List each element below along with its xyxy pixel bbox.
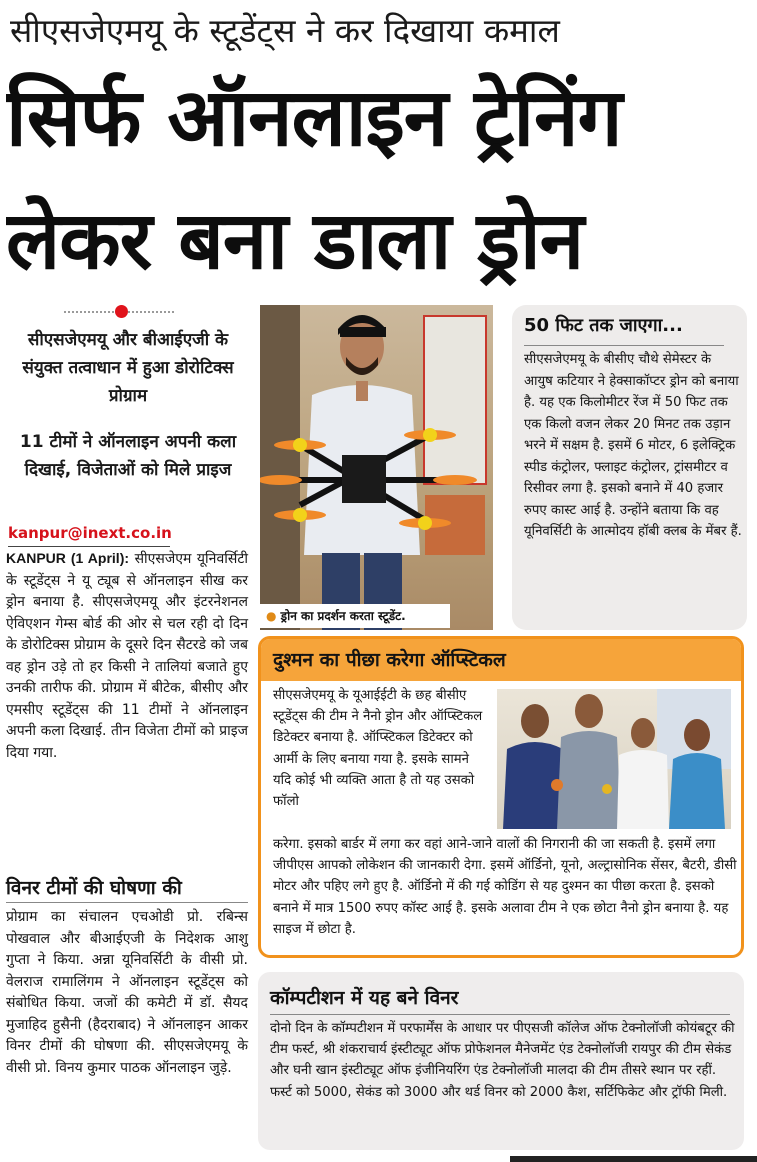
reporter-email[interactable]: kanpur@inext.co.in xyxy=(8,524,172,542)
dateline: KANPUR (1 April): xyxy=(6,550,130,566)
footer-bar xyxy=(510,1156,757,1162)
sidebar-box-winners xyxy=(258,972,744,1150)
photo-student-drone xyxy=(260,305,493,630)
student-drone-illustration xyxy=(260,305,493,630)
headline-line-2: लेकर बना डाला ड्रोन xyxy=(6,194,584,287)
box-winners-text: दोनो दिन के कॉम्पटीशन में परफार्मेंस के आधार पर पीएसजी कॉलेज ऑफ टेक्नोलॉजी कोयंबटूर की टीम फर्स्ट, श्री शंकराचार्य इंस्टीट्यूट ऑफ प्रोफेशनल मैनेजमेंट एंड टेक्नोलॉजी रायपुर की टीम सेकंड और घनी खान इंस्टीट्यूट ऑफ इंजीनियरिंग एंड टेक्नोलॉजी मालदा की टीम तीसरे स्थान पर रहीं. फर्स्ट को 5000, सेकंड को 3000 और थर्ड विनर को 2000 कैश, सर्टिफिकेट और ट्रॉफी मिली. xyxy=(270,1021,735,1100)
box-winners-heading: कॉम्पटीशन में यह बने विनर xyxy=(270,987,459,1009)
photo-team xyxy=(497,689,731,829)
sidebar-box-range xyxy=(512,305,747,630)
subdeck-2: 11 टीमों ने ऑनलाइन अपनी कला दिखाई, विजेताओं को मिले प्राइज xyxy=(19,432,237,480)
winner-subheading-rule xyxy=(6,902,248,903)
box-winners-rule xyxy=(270,1014,730,1015)
box-obstacle-text-top: सीएसजेएमयू के यूआईईटी के छह बीसीए स्टूडेंट्स की टीम ने नैनो ड्रोन और ऑप्स्टिकल डिटेक्टर बनाया है. ऑप्स्टिकल डिटेक्टर को आर्मी के लिए बनाया गया है. इसके सामने यदि कोई भी व्यक्ति आता है तो यह उसको फॉलो xyxy=(273,688,483,810)
caption-bullet: ● xyxy=(266,609,277,623)
team-photo-illustration xyxy=(497,689,731,829)
headline-line-1: सिर्फ ऑनलाइन ट्रेनिंग xyxy=(6,71,622,164)
photo-caption xyxy=(260,604,450,628)
email-underline xyxy=(8,546,170,547)
article-intro-text: सीएसजेएम यूनिवर्सिटी के स्टूडेंट्स ने यू ट्यूब से ऑनलाइन सीख कर ड्रोन बनाया है. सीएसजेएमयू और इंटरनेशनल ऐविएशन गेम्स बोर्ड की ओर से चल रही दो दिन के डोरोटिक्स प्रोग्राम के दूसरे दिन सैटरडे को जब वह ड्रोन उड़े तो हर किसी ने तालियां बजाते हुए उनकी तारीफ की. प्रोग्राम में बीटेक, बीसीए और एमसीए स्टूडेंट्स की 11 टीमों ने ऑनलाइन अपनी कला दिखाई. तीन विजेता टीमों को प्राइज दिया गया. xyxy=(6,551,248,761)
article-intro xyxy=(6,548,248,764)
sidebar-box-obstacle xyxy=(258,636,744,958)
winner-body: प्रोग्राम का संचालन एचओडी प्रो. रबिन्स पोखवाल और बीआईएजी के निदेशक आशु गुप्ता ने किया. अन्ना यूनिवर्सिटी के वीसी प्रो. वेलराज रामालिंगम ने ऑनलाइन स्टूडेंट्स को संबोधित किया. जजों की कमेटी में डॉ. सैयद मुजाहिद हुसैनी (हैदराबाद) ने ऑनलाइन आकर विनर टीमों की घोषणा की. सीएसजेएमयू के वीसी प्रो. विनय कुमार पाठक ऑनलाइन जुड़े. xyxy=(6,909,248,1076)
photo-caption-text: ड्रोन का प्रदर्शन करता स्टूडेंट. xyxy=(280,609,406,623)
kicker: सीएसजेएमयू के स्टूडेंट्स ने कर दिखाया कमाल xyxy=(10,11,560,50)
subdeck-1: सीएसजेएमयू और बीआईएजी के संयुक्त तत्वाधान में हुआ डोरोटिक्स प्रोग्राम xyxy=(22,330,234,406)
divider-red-dot xyxy=(115,305,128,318)
box-range-text: सीएसजेएमयू के बीसीए चौथे सेमेस्टर के आयुष कटियार ने हेक्साकॉप्टर ड्रोन को बनाया है. यह एक किलोमीटर रेंज में 50 फिट तक एक किलो वजन लेकर 20 मिनट तक उड़ान भरने में सक्षम है. इसमें 6 मोटर, 6 इलेक्ट्रिक स्पीड कंट्रोलर, फ्लाइट कंट्रोलर, ट्रांसमीटर व रिसीवर लगा है. इसको बनाने में 40 हजार रुपए कास्ट आई है. उन्होंने बताया कि वह यूनिवर्सिटी के आत्मोदय हॉबी क्लब के मेंबर हैं. xyxy=(524,352,742,539)
winner-subheading: विनर टीमों की घोषणा की xyxy=(6,877,182,899)
box-range-heading: 50 फिट तक जाएगा... xyxy=(524,315,683,336)
box-obstacle-text-bottom: करेगा. इसको बार्डर में लगा कर वहां आने-जाने वालों की निगरानी की जा सकती है. इसमें लगा जीपीएस आपको लोकेशन की जानकारी देगा. इसमें ऑर्डिनो, यूनो, अल्ट्रासोनिक सेंसर, बैटरी, डीसी मोटर और पहिए लगे हुए है. ऑर्डिनो में की गई कोडिंग से यह दुश्मन का पीछा करता है. इसको बनाने में मात्र 1500 रुपए कॉस्ट आई है. इसके अलावा टीम ने एक छोटा नैनो ड्रोन बनाया है. यह साइज में छोटा है. xyxy=(273,837,737,937)
box-range-rule xyxy=(524,345,724,346)
box-obstacle-heading: दुश्मन का पीछा करेगा ऑप्स्टिकल xyxy=(261,639,744,681)
